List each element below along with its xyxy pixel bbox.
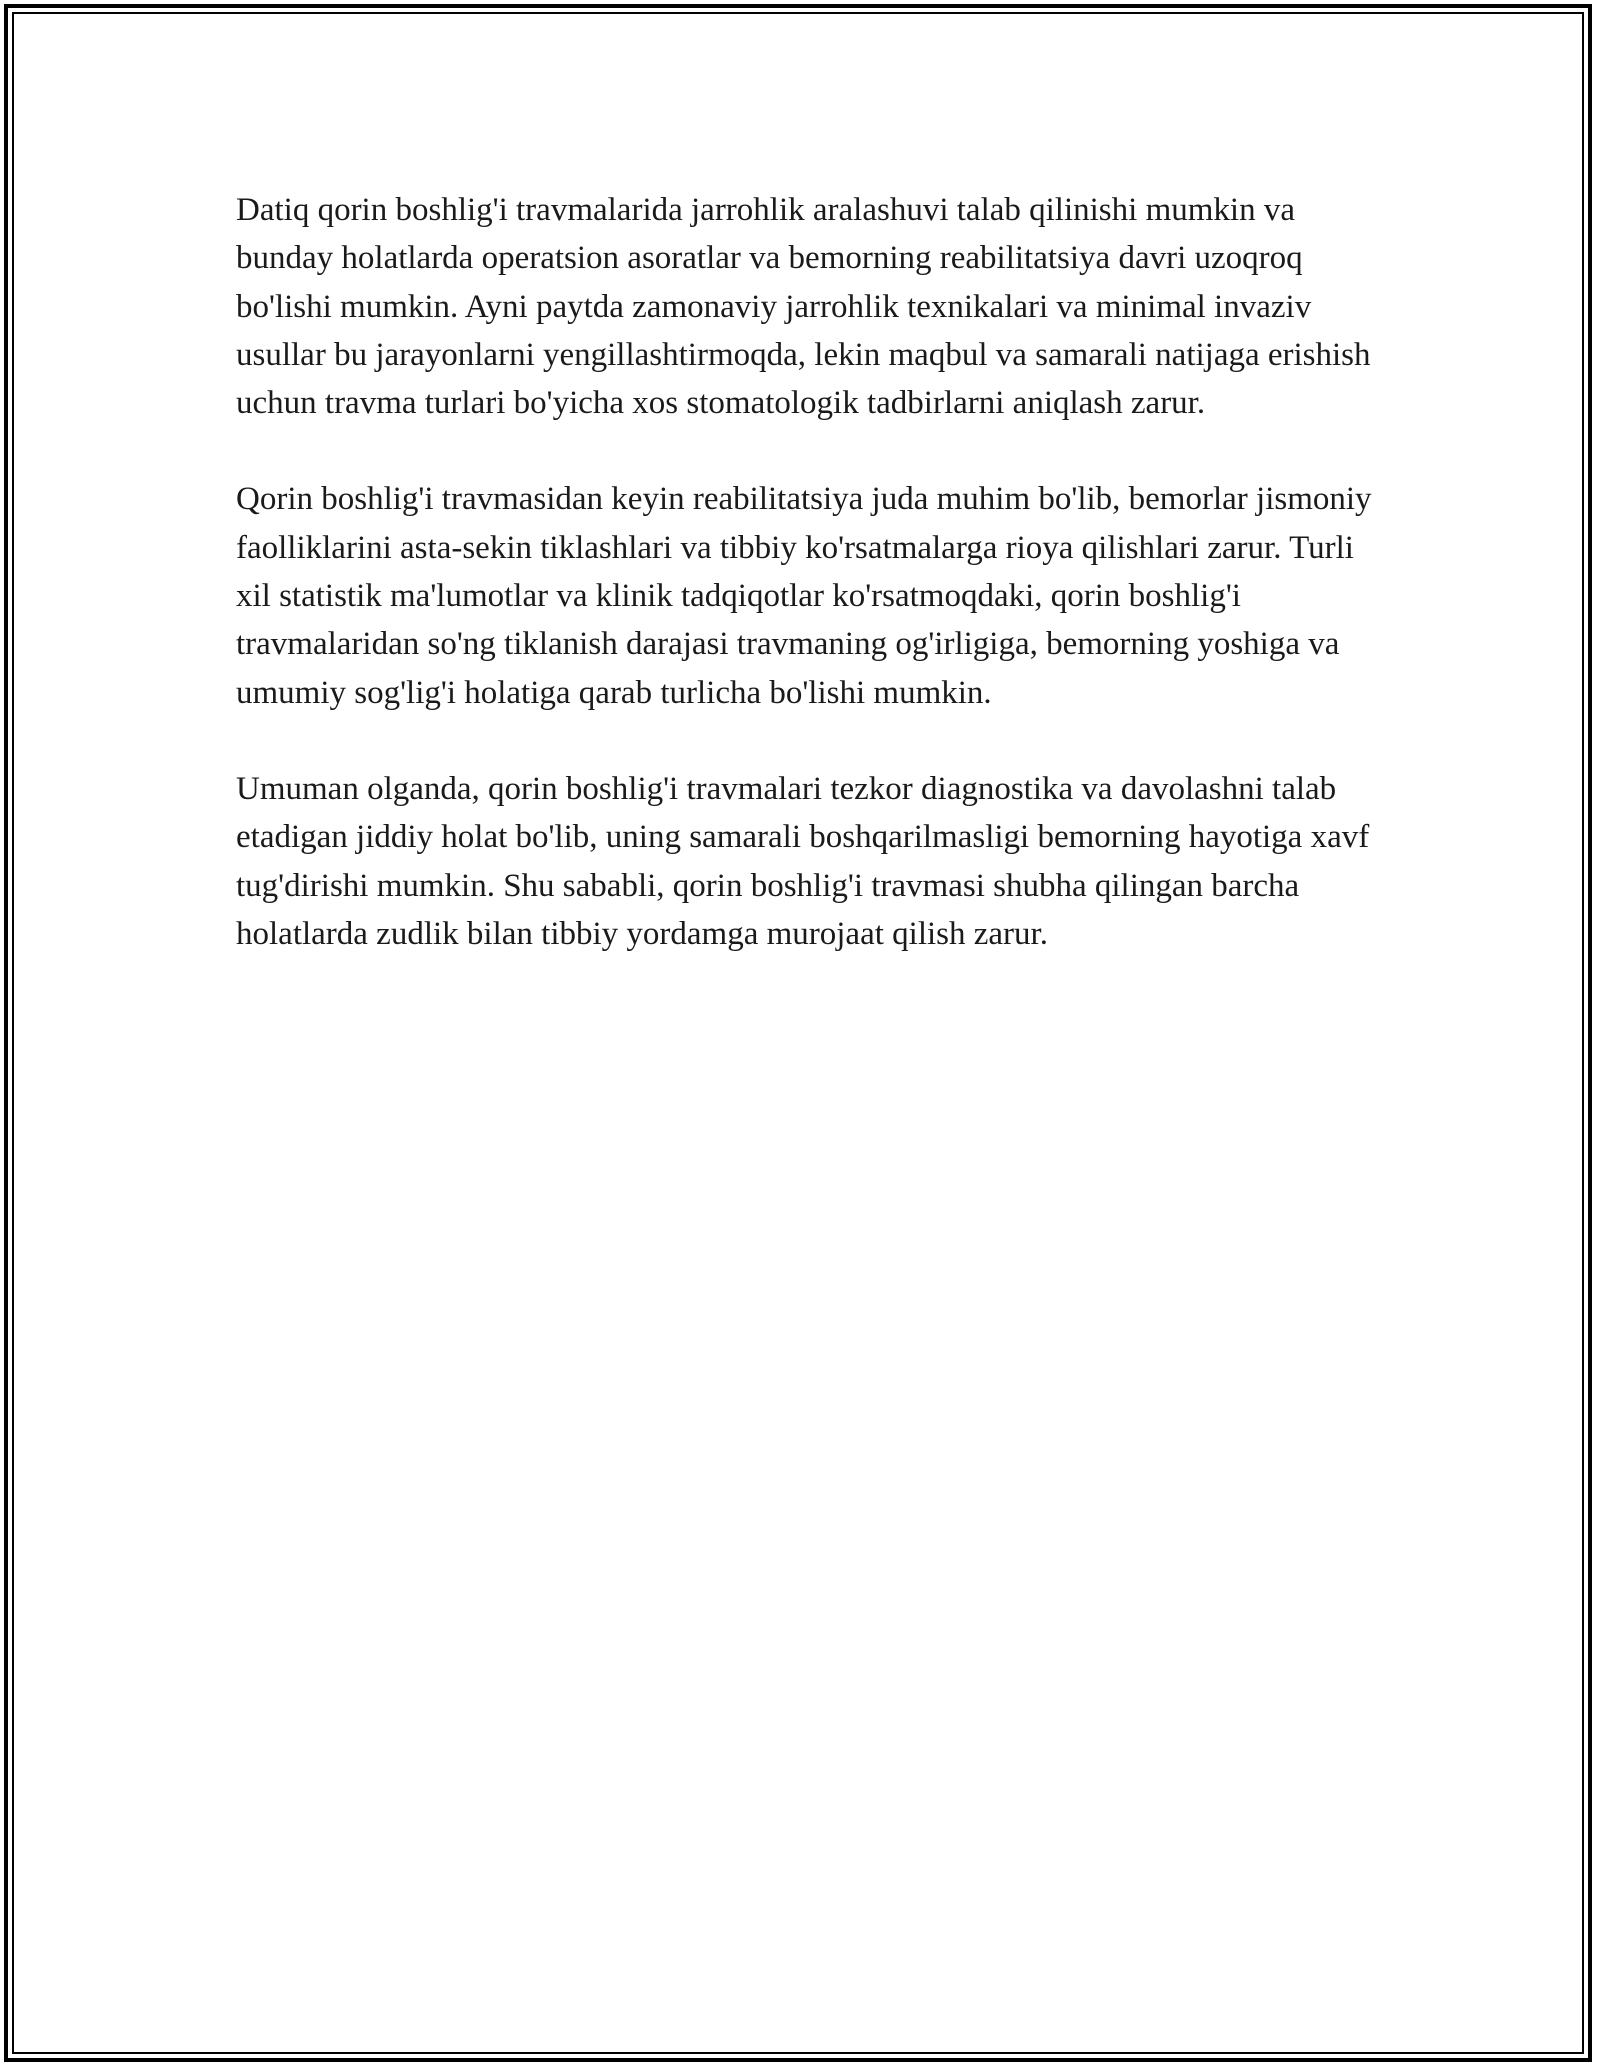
paragraph-3: Umuman olganda, qorin boshlig'i travmalari tezkor diagnostika va davolashni talab etadigan jiddiy holat bo'lib, uning samarali boshqarilmasligi bemorning hayotiga xavf tug'dirishi mumkin. Shu sababli, qorin boshlig'i travmasi shubha qilingan barcha holatlarda zudlik bilan tibbiy yordamga murojaat qilish zarur. [236,770,1370,952]
paragraph-2: Qorin boshlig'i travmasidan keyin reabilitatsiya juda muhim bo'lib, bemorlar jismoniy faolliklarini asta-sekin tiklashlari va tibbiy ko'rsatmalarga rioya qilishlari zarur. Turli xil statistik ma'lumotlar va klinik tadqiqotlar ko'rsatmoqdaki, qorin boshlig'i travmalaridan so'ng tiklanish darajasi travmaning og'irligiga, bemorning yoshiga va umumiy sog'lig'i holatiga qarab turlicha bo'lishi mumkin. [236,481,1372,711]
paragraph-1: Datiq qorin boshlig'i travmalarida jarrohlik aralashuvi talab qilinishi mumkin va bunday holatlarda operatsion asoratlar va bemorning reabilitatsiya davri uzoqroq bo'lishi mumkin. Ayni paytda zamonaviy jarrohlik texnikalari va minimal invaziv usullar bu jarayonlarni yengillashtirmoqda, lekin maqbul va samarali natijaga erishish uchun travma turlari bo'yicha xos stomatologik tadbirlarni aniqlash zarur. [236,192,1371,422]
document-body [236,186,1376,1006]
